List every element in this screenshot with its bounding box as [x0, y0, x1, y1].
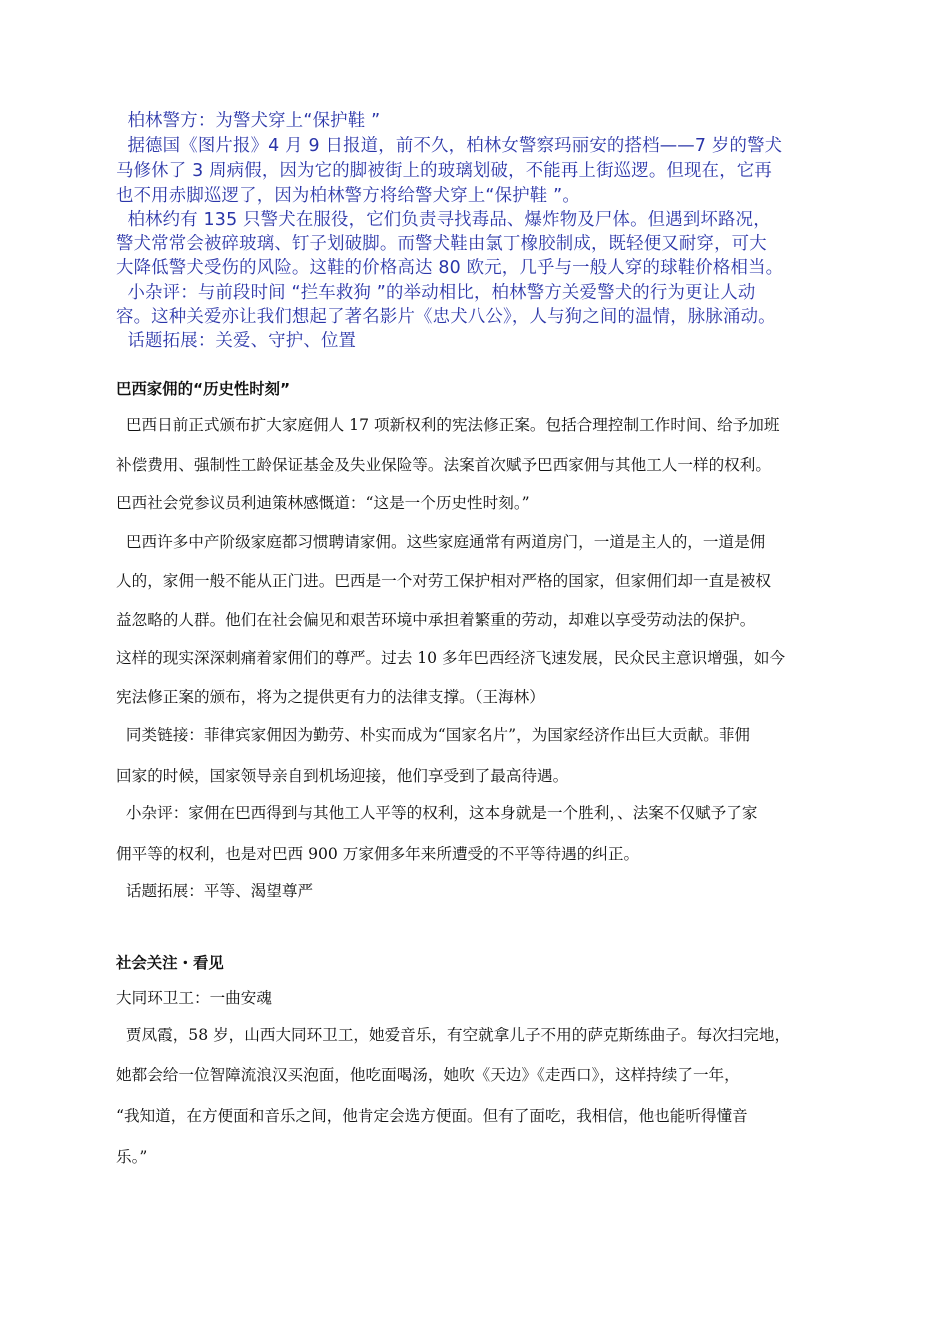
- paragraph-line: 补偿费用、强制性工龄保证基金及失业保险等。法案首次赋予巴西家佣与其他工人一样的权利。: [116, 456, 771, 474]
- paragraph-line: 小杂评：家佣在巴西得到与其他工人平等的权利，这本身就是一个胜利，、法案不仅赋予了家: [116, 804, 758, 822]
- paragraph-line: 她都会给一位智障流浪汉买泡面，他吃面喝汤，她吹《天边》《走西口》，这样持续了一年，: [116, 1066, 740, 1084]
- paragraph-line: 大降低警犬受伤的风险。这鞋的价格高达 80 欧元，几乎与一般人穿的球鞋价格相当。: [116, 258, 784, 278]
- paragraph-line: 同类链接：菲律宾家佣因为勤劳、朴实而成为“国家名片”，为国家经济作出巨大贡献。菲佣: [116, 726, 751, 744]
- paragraph-line: 容。这种关爱亦让我们想起了著名影片《忠犬八公》，人与狗之间的温情，脉脉涌动。: [116, 307, 776, 327]
- paragraph-line: 柏林约有 135 只警犬在服役，它们负责寻找毒品、爆炸物及尸体。但遇到坏路况，: [116, 210, 771, 230]
- subheading: 大同环卫工：一曲安魂: [116, 989, 272, 1007]
- paragraph-line: 贾凤霞，58 岁，山西大同环卫工，她爱音乐，有空就拿儿子不用的萨克斯练曲子。每次扫完地，: [116, 1026, 791, 1044]
- section-title: 社会关注・看见: [116, 954, 224, 972]
- paragraph-line: 马修休了 3 周病假，因为它的脚被街上的玻璃划破，不能再上街巡逻。但现在，它再: [116, 161, 772, 181]
- paragraph-line: 回家的时候，国家领导亲自到机场迎接，他们享受到了最高待遇。: [116, 767, 569, 785]
- section-title: 巴西家佣的“历史性时刻”: [116, 380, 291, 398]
- paragraph-line: 巴西社会党参议员利迪策林感慨道：“这是一个历史性时刻。”: [116, 494, 530, 512]
- topic-extension: 话题拓展：关爱、守护、位置: [116, 331, 357, 351]
- paragraph-line: 益忽略的人群。他们在社会偏见和艰苦环境中承担着繁重的劳动，却难以享受劳动法的保护。: [116, 611, 756, 629]
- paragraph-line: 乐。”: [116, 1148, 148, 1166]
- paragraph-line: 据德国《图片报》4 月 9 日报道，前不久，柏林女警察玛丽安的搭档——7 岁的警犬: [116, 136, 783, 156]
- section-heading: 柏林警方：为警犬穿上“保护鞋 ”: [116, 111, 381, 131]
- paragraph-line: 警犬常常会被碎玻璃、钉子划破脚。而警犬鞋由氯丁橡胶制成，既轻便又耐穿，可大: [116, 234, 767, 254]
- paragraph-line: 佣平等的权利，也是对巴西 900 万家佣多年来所遭受的不平等待遇的纠正。: [116, 845, 640, 863]
- paragraph-line: “我知道，在方便面和音乐之间，他肯定会选方便面。但有了面吃，我相信，他也能听得懂音: [116, 1107, 748, 1125]
- paragraph-line: 小杂评：与前段时间 “拦车救狗 ”的举动相比，柏林警方关爱警犬的行为更让人动: [116, 283, 756, 303]
- paragraph-line: 巴西日前正式颁布扩大家庭佣人 17 项新权利的宪法修正案。包括合理控制工作时间、给予加班: [116, 416, 780, 434]
- paragraph-line: 巴西许多中产阶级家庭都习惯聘请家佣。这些家庭通常有两道房门，一道是主人的，一道是佣: [116, 533, 766, 551]
- paragraph-line: 宪法修正案的颁布，将为之提供更有力的法律支撑。（王海林）: [116, 688, 545, 706]
- topic-extension: 话题拓展：平等、渴望尊严: [116, 882, 314, 900]
- paragraph-line: 这样的现实深深刺痛着家佣们的尊严。过去 10 多年巴西经济飞速发展，民众民主意识增强，如今: [116, 649, 786, 667]
- paragraph-line: 也不用赤脚巡逻了，因为柏林警方将给警犬穿上“保护鞋 ”。: [116, 186, 580, 206]
- paragraph-line: 人的，家佣一般不能从正门进。巴西是一个对劳工保护相对严格的国家，但家佣们却一直是被权: [116, 572, 771, 590]
